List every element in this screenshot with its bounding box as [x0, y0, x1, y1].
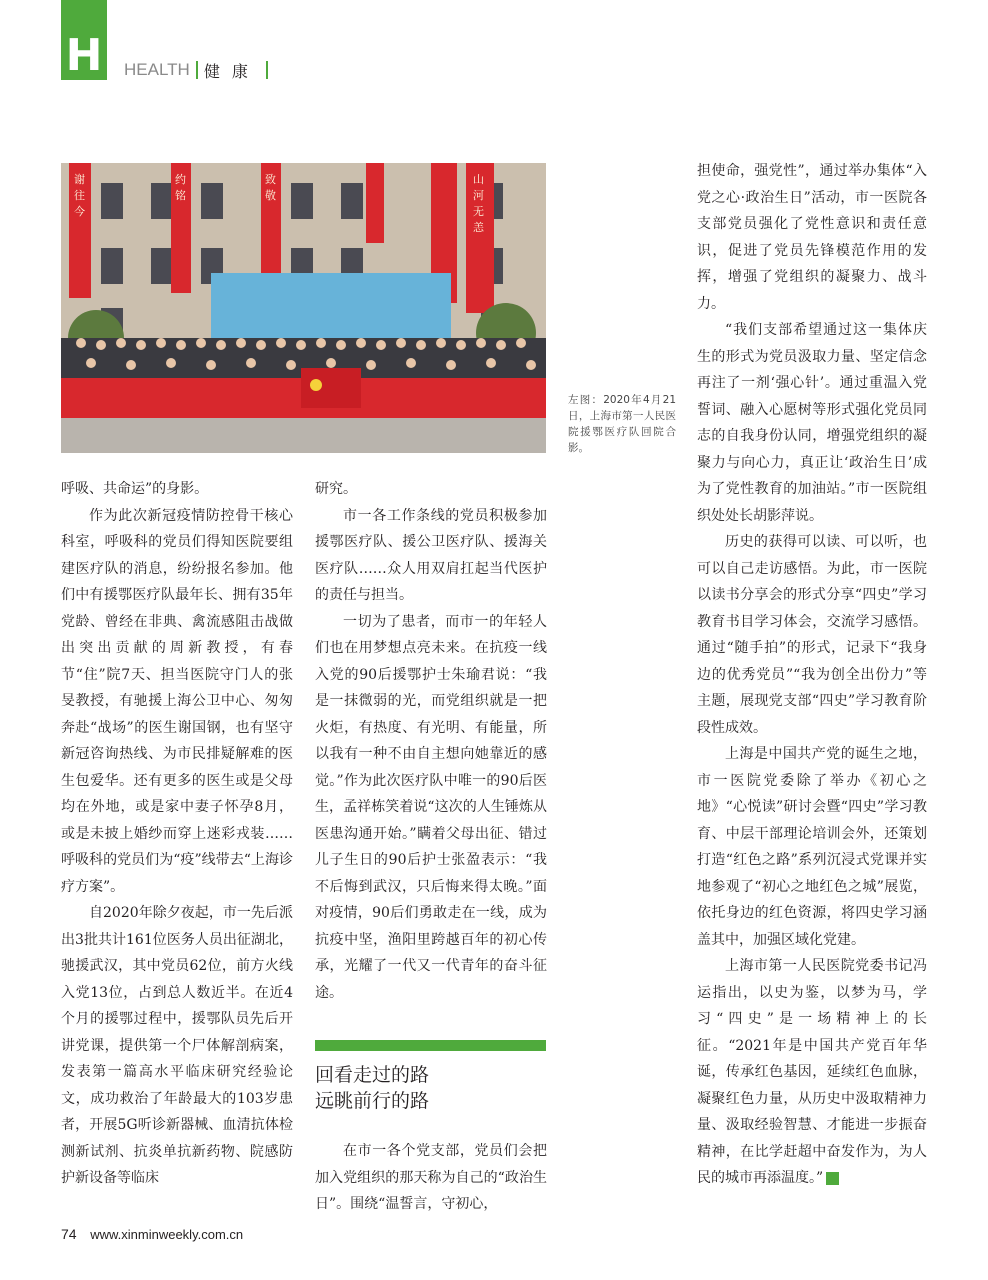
svg-text:致: 致 [265, 173, 276, 186]
svg-text:今: 今 [74, 205, 85, 218]
svg-text:铭: 铭 [175, 189, 186, 202]
section-cn: 健康 [203, 61, 260, 81]
section-marker [61, 0, 107, 80]
photo-caption: 左图：2020年4月21日，上海市第一人民医院援鄂医疗队回院合影。 [568, 394, 676, 454]
paragraph-final [697, 953, 927, 1192]
page-footer [61, 1226, 243, 1242]
paragraph: 作为此次新冠疫情防控骨干核心科室，呼吸科的党员们得知医院要组建医疗队的消息，纷纷报名参加。他们中有援鄂医疗队最年长、拥有35年党龄、曾经在非典、禽流感阻击战做出突出贡献的周新教授，有春节“住”院7天、担当医院守门人的张旻教授，有驰援上海公卫中心、匆匆奔赴“战场”的医生谢国钢，也有坚守新冠咨询热线、为市民排疑解难的医生包爱华。还有更多的医生或是父母均在外地，或是家中妻子怀孕8月，或是未披上婚纱而穿上迷彩戎装……呼吸科的党员们为“疫”线带去“上海诊疗方案”。 [61, 507, 293, 895]
svg-text:敬: 敬 [265, 189, 276, 202]
svg-text:约: 约 [175, 173, 186, 186]
svg-text:往: 往 [74, 189, 85, 202]
column-3 [697, 158, 927, 1192]
subhead-bar [315, 1040, 546, 1051]
svg-text:谢: 谢 [74, 173, 85, 186]
paragraph: 上海是中国共产党的诞生之地，市一医院党委除了举办《初心之地》“心悦读”研讨会暨“四史”学习教育、中层干部理论培训会外，还策划打造“红色之路”系列沉浸式党课并实地参观了“初心之地红色之城”展览，依托身边的红色资源，将四史学习涵盖其中，加强区域化党建。 [697, 746, 927, 948]
column-1 [61, 476, 293, 1192]
group-photo-illustration [61, 163, 546, 453]
group-photo [61, 163, 546, 453]
section-divider-end [266, 61, 268, 79]
paragraph-text: 上海市第一人民医院党委书记冯运指出，以史为鉴，以梦为马，学习“四史”是一场精神上的长征。“2021年是中国共产党百年华诞，传承红色基因，延续红色血脉，凝聚红色力量，从历史中汲取精神力量、汲取经验智慧、才能进一步振奋精神，在比学赶超中奋发作为，为人民的城市再添温度。” [697, 958, 927, 1186]
paragraph: 市一各工作条线的党员积极参加援鄂医疗队、援公卫医疗队、援海关医疗队……众人用双肩扛起当代医护的责任与担当。 [315, 507, 547, 603]
paragraph: “我们支部希望通过这一集体庆生的形式为党员汲取力量、坚定信念再注了一剂‘强心针’。通过重温入党誓词、融入心愿树等形式强化党员同志的自我身份认同，增强党组织的凝聚力与向心力，真正让‘政治生日’成为了党性教育的加油站。”市一医院组织处处长胡影萍说。 [697, 322, 927, 524]
page-number: 74 [61, 1226, 77, 1242]
section-letter: H [65, 30, 103, 81]
end-of-article-icon: 民 [826, 1172, 839, 1185]
column-2-continued [315, 1138, 547, 1218]
svg-text:河: 河 [473, 189, 484, 202]
column-2 [315, 476, 547, 1006]
svg-text:恙: 恙 [473, 221, 484, 234]
paragraph: 一切为了患者，而市一的年轻人们也在用梦想点亮未来。在抗疫一线入党的90后援鄂护士朱瑜君说：“我是一抹微弱的光，而党组织就是一把火炬，有热度、有光明、有能量，所以我有一种不由自主想向她靠近的感觉。”作为此次医疗队中唯一的90后医生，孟祥栋笑着说“这次的人生锤炼从医患沟通开始。”瞒着父母出征、错过儿子生日的90后护士张盈表示：“我不后悔到武汉，只后悔来得太晚。”面对疫情，90后们勇敢走在一线，成为抗疫中坚，渔阳里跨越百年的初心传承，光耀了一代又一代青年的奋斗征途。 [315, 613, 547, 1001]
section-subheading [315, 1062, 547, 1114]
paragraph: 在市一各个党支部，党员们会把加入党组织的那天称为自己的“政治生日”。围绕“温誓言，守初心， [315, 1143, 547, 1212]
paragraph: 自2020年除夕夜起，市一先后派出3批共计161位医务人员出征湖北，驰援武汉，其中党员62位，前方火线入党13位，占到总人数近半。在近4个月的援鄂过程中，援鄂队员先后开讲党课，提供第一个尸体解剖病案，发表第一篇高水平临床研究经验论文，成功救治了年龄最大的103岁患者，开展5G听诊新器械、血清抗体检测新试剂、抗炎单抗新药物、院感防护新设备等临床 [61, 905, 293, 1186]
section-divider [196, 61, 198, 79]
section-en: HEALTH [124, 60, 190, 79]
website-link[interactable]: www.xinminweekly.com.cn [90, 1227, 244, 1242]
paragraph: 呼吸、共命运”的身影。 [61, 481, 209, 497]
paragraph: 担使命，强党性”，通过举办集体“入党之心·政治生日”活动，市一医院各支部党员强化了党性意识和责任意识，促进了党员先锋模范作用的发挥，增强了党组织的凝聚力、战斗力。 [697, 163, 927, 312]
subheading-line: 远眺前行的路 [315, 1090, 430, 1112]
section-label [124, 58, 268, 82]
subheading-line: 回看走过的路 [315, 1064, 430, 1086]
paragraph: 历史的获得可以读、可以听，也可以自己走访感悟。为此，市一医院以读书分享会的形式分享“四史”学习教育书目学习体会，交流学习感悟。通过“随手拍”的形式，记录下“我身边的优秀党员”“我为创全出份力”等主题，展现党支部“四史”学习教育阶段性成效。 [697, 534, 927, 736]
svg-text:山: 山 [473, 173, 484, 186]
paragraph: 研究。 [315, 481, 357, 497]
svg-text:无: 无 [473, 205, 484, 218]
